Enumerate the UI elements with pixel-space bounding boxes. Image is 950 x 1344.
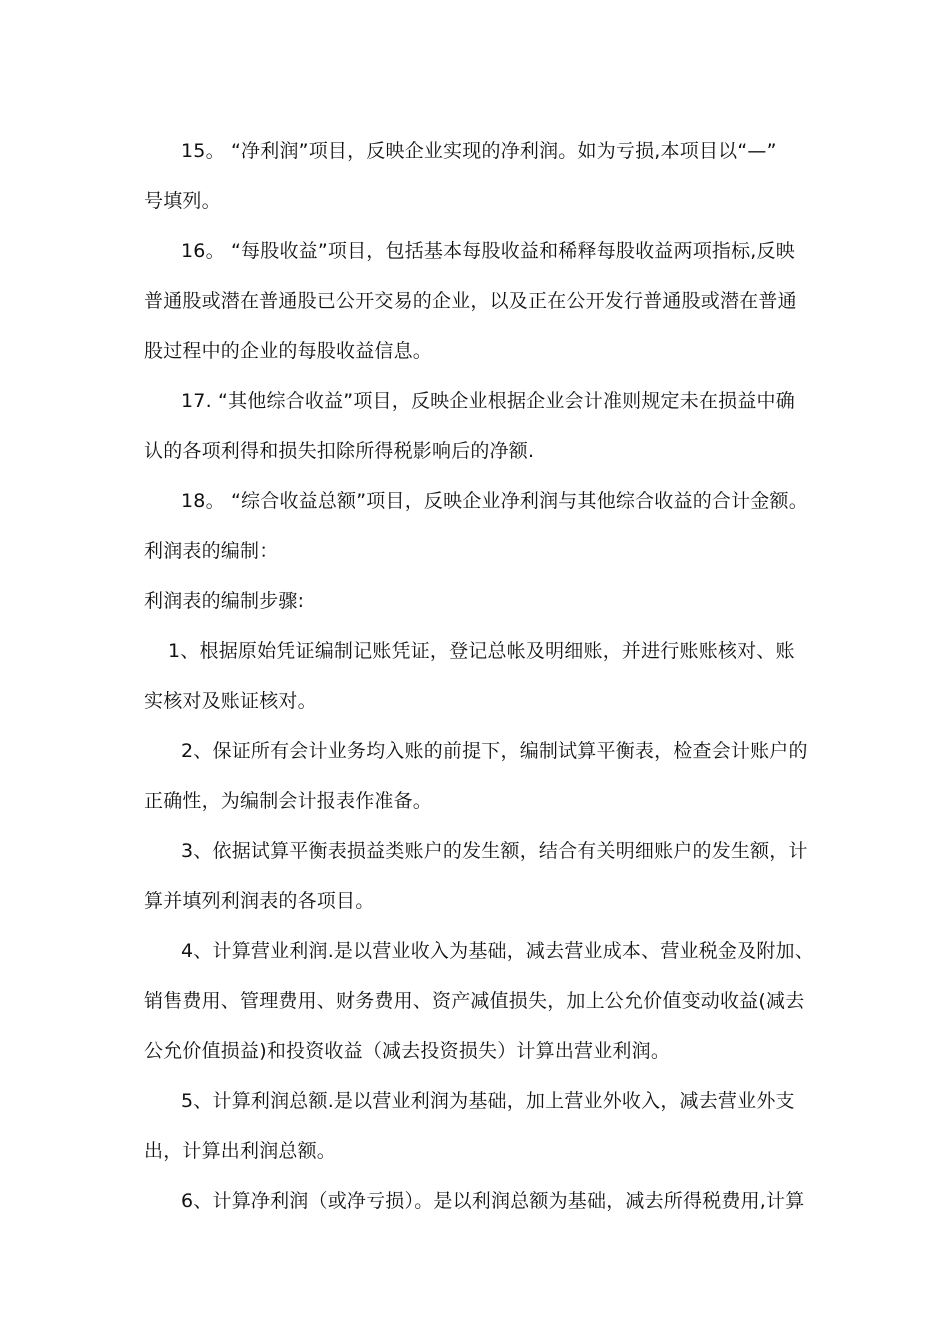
step-6-line-1: 6、计算净利润（或净亏损）。是以利润总额为基础，减去所得税费用,计算 xyxy=(181,1190,805,1212)
step-2-line-1: 2、保证所有会计业务均入账的前提下，编制试算平衡表，检查会计账户的 xyxy=(181,740,808,762)
paragraph-17-line-2: 认的各项利得和损失扣除所得税影响后的净额. xyxy=(144,440,535,462)
step-3-line-2: 算并填列利润表的各项目。 xyxy=(144,890,375,912)
step-1-line-2: 实核对及账证核对。 xyxy=(144,690,317,712)
section-heading-compilation: 利润表的编制： xyxy=(144,540,279,562)
paragraph-18-line-1: 18。 “综合收益总额”项目，反映企业净利润与其他综合收益的合计金额。 xyxy=(181,490,808,512)
step-5-line-2: 出，计算出利润总额。 xyxy=(144,1140,337,1162)
step-5-line-1: 5、计算利润总额.是以营业利润为基础，加上营业外收入，减去营业外支 xyxy=(181,1090,795,1112)
step-4-line-2: 销售费用、管理费用、财务费用、资产减值损失，加上公允价值变动收益(减去 xyxy=(144,990,805,1012)
step-4-line-3: 公允价值损益)和投资收益（减去投资损失）计算出营业利润。 xyxy=(144,1040,671,1062)
paragraph-16-line-3: 股过程中的企业的每股收益信息。 xyxy=(144,340,433,362)
paragraph-15-line-2: 号填列。 xyxy=(144,190,221,212)
step-4-line-1: 4、计算营业利润.是以营业收入为基础，减去营业成本、营业税金及附加、 xyxy=(181,940,814,962)
step-2-line-2: 正确性，为编制会计报表作准备。 xyxy=(144,790,433,812)
paragraph-15-line-1: 15。 “净利润”项目，反映企业实现的净利润。如为亏损,本项目以“—” xyxy=(181,140,777,162)
paragraph-16-line-1: 16。 “每股收益”项目，包括基本每股收益和稀释每股收益两项指标,反映 xyxy=(181,240,795,262)
step-3-line-1: 3、依据试算平衡表损益类账户的发生额，结合有关明细账户的发生额，计 xyxy=(181,840,808,862)
section-heading-steps: 利润表的编制步骤: xyxy=(144,590,305,612)
paragraph-16-line-2: 普通股或潜在普通股已公开交易的企业，以及正在公开发行普通股或潜在普通 xyxy=(144,290,797,312)
paragraph-17-line-1: 17. “其他综合收益”项目，反映企业根据企业会计准则规定未在损益中确 xyxy=(181,390,795,412)
step-1-line-1: 1、根据原始凭证编制记账凭证，登记总帐及明细账，并进行账账核对、账 xyxy=(168,640,795,662)
